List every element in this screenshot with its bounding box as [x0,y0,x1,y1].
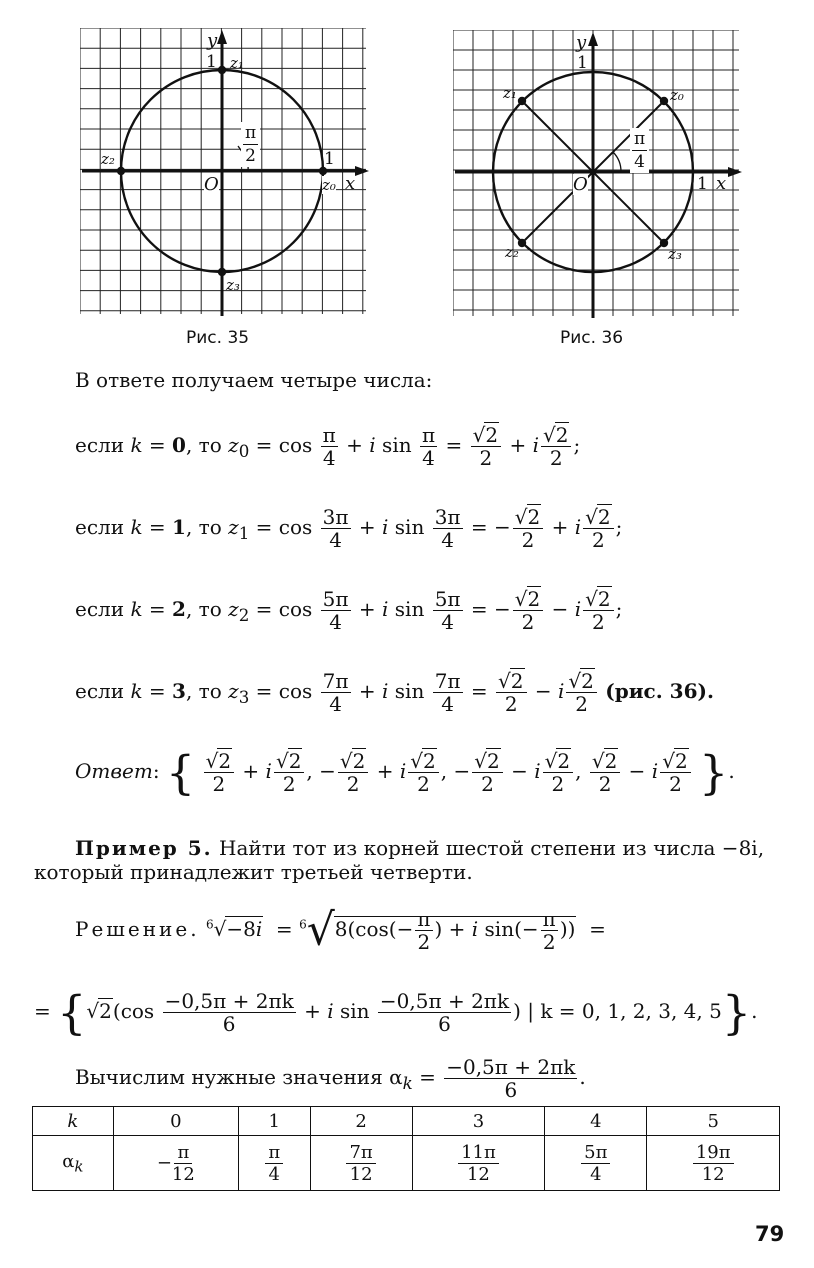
table-cell: $\frac{\pi}{4}$ [238,1136,310,1191]
point-z1 [518,97,526,105]
label-z1: z₁ [230,54,244,72]
caption-36: Рис. 36 [560,328,624,348]
axis-y-label: y [576,32,587,53]
table-cell: $\frac{11\pi}{12}$ [412,1136,545,1191]
y-arrow-icon [217,30,227,44]
angle-arc [613,152,621,172]
case-prefix: если k = 1, то [75,515,229,539]
page-number: 79 [755,1222,785,1246]
compute-line: Вычислим нужные значения $\alpha_k$ = $\frac{-0,5\pi + 2\pi k}{6}$ . [75,1055,586,1102]
point-z1 [218,66,226,74]
table-header-cell: 5 [647,1107,780,1136]
solution-expression: $^6$√−8i = $^6$√8(cos(− $\frac{\pi}{2}$ ) + i sin(− $\frac{\pi}{2}$ )) = [205,904,606,956]
y-arrow-icon [588,32,598,46]
axis-x-label: x [345,173,356,194]
point-z0 [660,97,668,105]
axis-x-label: x [716,173,727,194]
figure-ref: (рис. 36). [605,679,714,703]
table-header-cell: 4 [545,1107,647,1136]
tick-one-y: 1 [577,53,588,73]
label-z3: z₃ [226,276,240,294]
table-cell: $\frac{7\pi}{12}$ [310,1136,412,1191]
case-line: если k = 0, то $z_0 = \cos$ $\frac{\pi}{4}$ + i sin $\frac{\pi}{4}$ = $\frac{√2}{2}$ + i $\frac{√2}{2}$ ; [75,423,581,470]
intro-text: В ответе получаем четыре числа: [75,368,433,392]
example-text-2: который принадлежит третьей четверти. [34,860,473,884]
example-text: Найти тот из корней шестой степени из числа −8i, [212,836,765,860]
axis-y-label: y [207,30,218,51]
point-z2 [117,167,125,175]
k-set: | k = 0, 1, 2, 3, 4, 5 [527,999,722,1023]
answer-label: Ответ [75,759,153,783]
point-z2 [518,239,526,247]
angle-label: $\frac{\pi}{4}$ [630,128,649,173]
table-header-cell: 1 [238,1107,310,1136]
label-z0: z₀ [322,176,336,194]
left-brace: { [165,745,196,800]
table-header-cell: 3 [412,1107,545,1136]
label-z3: z₃ [668,245,682,263]
compute-text: Вычислим нужные значения [75,1065,383,1089]
alpha-table [32,1106,780,1191]
case-line: если k = 3, то $z_3 = \cos$ $\frac{7\pi}{4}$ + i sin $\frac{7\pi}{4}$ = $\frac{√2}{2}$ − i $\frac{√2}{2}$ (рис. 36). [75,669,714,716]
origin-label: O [204,174,219,195]
case-line: если k = 2, то $z_2 = \cos$ $\frac{5\pi}{4}$ + i sin $\frac{5\pi}{4}$ = − $\frac{√2}{2}$ − i $\frac{√2}{2}$ ; [75,587,623,634]
label-z2: z₂ [505,243,519,261]
answer-line: Ответ: { $\frac{√2}{2}$ + i $\frac{√2}{2}$ , − $\frac{√2}{2}$ + i $\frac{√2}{2}$ , − $\frac{√2}{2}$ − i $\frac{√2}{2}$ , $\frac{√2}{2}$ − i $\frac{√2}{2}$ }. [75,745,735,800]
figure-35 [80,28,370,318]
row-label-cell: $\alpha_k$ [33,1136,114,1191]
answer-set: $\frac{√2}{2}$ + i $\frac{√2}{2}$ , − $\frac{√2}{2}$ + i $\frac{√2}{2}$ , − $\frac{√2}{2}$ − i $\frac{√2}{2}$ , $\frac{√2}{2}$ − i $\frac{√2}{2}$ [202,759,693,783]
tick-one-x: 1 [697,174,708,194]
label-z2: z₂ [101,150,115,168]
table-cell: $\frac{19\pi}{12}$ [647,1136,780,1191]
table-header-cell: k [33,1107,114,1136]
table-cell: − $\frac{\pi}{12}$ [113,1136,238,1191]
case-prefix: если k = 3, то [75,679,229,703]
right-brace: } [699,745,729,800]
point-z3 [218,268,226,276]
solution-line [75,904,606,956]
table-cell: $\frac{5\pi}{4}$ [545,1136,647,1191]
table-header-cell: 0 [113,1107,238,1136]
example-title: Пример 5. [75,836,213,860]
x-arrow-icon [355,166,369,176]
point-z3 [660,239,668,247]
solution-set-line: = {√2(cos $\frac{-0,5\pi + 2\pi k}{6}$ + i sin $\frac{-0,5\pi + 2\pi k}{6}$ ) | k = 0, 1, 2, 3, 4, 5}. [34,985,758,1040]
angle-label: $\frac{\pi}{2}$ [241,122,260,167]
label-z1: z₁ [503,84,517,102]
table-header-cell: 2 [310,1107,412,1136]
tick-one-x: 1 [324,149,335,169]
label-z0: z₀ [670,86,684,104]
table-row [33,1136,780,1191]
case-prefix: если k = 2, то [75,597,229,621]
example-heading [75,836,764,860]
caption-35: Рис. 35 [186,328,250,348]
table-header-row [33,1107,780,1136]
case-line: если k = 1, то $z_1 = \cos$ $\frac{3\pi}{4}$ + i sin $\frac{3\pi}{4}$ = − $\frac{√2}{2}$ + i $\frac{√2}{2}$ ; [75,505,623,552]
origin-label: O [573,174,588,195]
x-arrow-icon [728,167,742,177]
tick-one-y: 1 [206,52,217,72]
case-prefix: если k = 0, то [75,433,229,457]
solution-label: Решение. [75,917,200,941]
